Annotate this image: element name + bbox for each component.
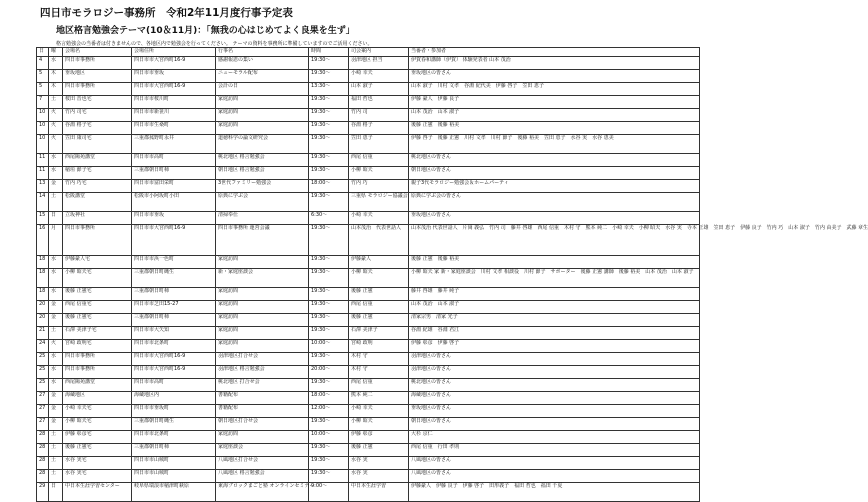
participants-cell: 後藤 正憲 後藤 裕美 (409, 256, 700, 269)
day-cell: 20 (37, 314, 49, 327)
event-cell: 会計の日 (216, 83, 309, 96)
participants-cell: 西尾 信重 行田 孝則 (409, 444, 700, 457)
day-cell: 14 (37, 193, 49, 212)
time-cell: 19:30～ (309, 314, 349, 327)
weekday-cell: 水 (49, 379, 63, 392)
table-row (37, 392, 700, 405)
day-cell: 25 (37, 366, 49, 379)
time-cell: 19:30～ (309, 135, 349, 154)
participants-cell: 八風地区の皆さん (409, 470, 700, 483)
address-cell: 四日市市富田栄町 (132, 180, 216, 193)
address-cell: 四日市市大宮西町16-9 (132, 83, 216, 96)
time-cell: 19:30～ (309, 193, 349, 212)
participants-cell: 八風地区の皆さん (409, 457, 700, 470)
day-cell: 28 (37, 470, 49, 483)
weekday-cell: 火 (49, 340, 63, 353)
venue-cell: 四日市事務所 (63, 57, 132, 70)
time-cell: 19:30～ (309, 154, 349, 167)
venue-cell: 水谷 実宅 (63, 470, 132, 483)
day-cell: 15 (37, 212, 49, 225)
header-venue: 会場名 (63, 48, 132, 57)
day-cell: 18 (37, 256, 49, 269)
weekday-cell: 日 (49, 212, 63, 225)
time-cell: 20:00～ (309, 366, 349, 379)
event-cell: 家庭訪問 (216, 96, 309, 109)
mc-cell: 小柳 昭夫 (349, 167, 409, 180)
venue-cell: 伊藤 彰彦宅 (63, 431, 132, 444)
mc-cell: 伊藤豪人 (349, 256, 409, 269)
mc-cell: 中日本生涯学習 (349, 483, 409, 502)
day-cell: 18 (37, 288, 49, 301)
time-cell: 19:30～ (309, 256, 349, 269)
table-row (37, 457, 700, 470)
event-cell: 桃北地区 打合せ会 (216, 379, 309, 392)
venue-cell: 小柳 昭夫宅 (63, 418, 132, 431)
venue-cell: 竹内 司宅 (63, 109, 132, 122)
event-cell: 四日市事務所 運営会議 (216, 225, 309, 256)
venue-cell: 中日本生涯学習センター (63, 483, 132, 502)
weekday-cell: 月 (49, 225, 63, 256)
participants-cell: 山本 茂治 山本 淑子 (409, 301, 700, 314)
table-row (37, 353, 700, 366)
participants-cell: 伊藤 豪人 伊藤 良子 (409, 96, 700, 109)
weekday-cell: 金 (49, 180, 63, 193)
weekday-cell: 水 (49, 167, 63, 180)
mc-cell: 羽津地区 担当 (349, 57, 409, 70)
day-cell: 11 (37, 154, 49, 167)
time-cell: 19:30～ (309, 353, 349, 366)
address-cell: 四日市市大矢知 (132, 327, 216, 340)
table-row (37, 109, 700, 122)
table-row (37, 212, 700, 225)
weekday-cell: 日 (49, 483, 63, 502)
event-cell: 家庭訪問 (216, 301, 309, 314)
weekday-cell: 木 (49, 83, 63, 96)
table-row (37, 83, 700, 96)
mc-cell: 石澤 美津子 (349, 327, 409, 340)
participants-cell: 垂坂地区の皆さん (409, 405, 700, 418)
weekday-cell: 金 (49, 418, 63, 431)
time-cell: 12:00～ (309, 405, 349, 418)
table-row (37, 327, 700, 340)
address-cell: 四日市市大宮西町16-9 (132, 57, 216, 70)
table-row (37, 483, 700, 502)
event-cell: 八風地区 格言勉強会 (216, 470, 309, 483)
weekday-cell: 火 (49, 109, 63, 122)
address-cell: 四日市市生桑町 (132, 122, 216, 135)
time-cell: 10:00～ (309, 431, 349, 444)
table-row (37, 444, 700, 457)
mc-cell: 宮崎 政明 (349, 340, 409, 353)
day-cell: 27 (37, 405, 49, 418)
mc-cell: 西尾 信重 (349, 301, 409, 314)
weekday-cell: 水 (49, 288, 63, 301)
address-cell: 海蔵地区内 (132, 392, 216, 405)
table-row (37, 301, 700, 314)
table-row (37, 135, 700, 154)
participants-cell: 朝日地区の皆さん (409, 167, 700, 180)
mc-cell: 水谷 実 (349, 457, 409, 470)
event-cell: 八風地区打合せ会 (216, 457, 309, 470)
venue-cell: 立坂神社 (63, 212, 132, 225)
time-cell: 13:30～ (309, 83, 349, 96)
event-cell: 家庭座談会 (216, 444, 309, 457)
event-cell: 書籍配布 (216, 392, 309, 405)
table-row (37, 366, 700, 379)
weekday-cell: 土 (49, 431, 63, 444)
event-cell: 3世代ファミリー勉強会 (216, 180, 309, 193)
address-cell: 四日市市新笹川 (132, 109, 216, 122)
weekday-cell: 木 (49, 70, 63, 83)
day-cell: 28 (37, 444, 49, 457)
venue-cell: 垂坂地区 (63, 70, 132, 83)
event-cell: 清掃奉仕 (216, 212, 309, 225)
day-cell: 24 (37, 340, 49, 353)
mc-cell: 後藤 正憲 (349, 444, 409, 457)
venue-cell: 西尾 信重宅 (63, 301, 132, 314)
day-cell: 10 (37, 109, 49, 122)
venue-cell: 伊藤豪人宅 (63, 256, 132, 269)
venue-cell: 四日市事務所 (63, 366, 132, 379)
venue-cell: 小柳 昭夫宅 (63, 269, 132, 288)
venue-cell: 西尾陽苑講堂 (63, 379, 132, 392)
mc-cell: 水谷 実 (349, 470, 409, 483)
venue-cell: 後藤 正憲宅 (63, 288, 132, 301)
participants-cell: 伊藤豪人 伊藤 良子 伊藤 啓子 田形義子 福田 哲也 福田 千夏 (409, 483, 700, 502)
event-cell: 新・家庭座談会 (216, 269, 309, 288)
weekday-cell: 水 (49, 154, 63, 167)
venue-cell: 海蔵地区 (63, 392, 132, 405)
venue-cell: 四日市事務所 (63, 225, 132, 256)
event-cell: 家庭訪問 (216, 288, 309, 301)
table-row (37, 470, 700, 483)
table-row (37, 122, 700, 135)
venue-cell: 竹内 巧宅 (63, 180, 132, 193)
weekday-cell: 土 (49, 470, 63, 483)
participants-cell: 大杉 京仁 (409, 431, 700, 444)
address-cell: 四日市市大宮西町16-9 (132, 225, 216, 256)
table-row (37, 193, 700, 212)
address-cell: 三重郡朝日町縄生 (132, 418, 216, 431)
table-row (37, 340, 700, 353)
participants-cell: 山本 淑子 川村 文孝 谷淵 紀代美 伊藤 啓子 笠田 恵子 (409, 83, 700, 96)
venue-cell: 石澤 美津子宅 (63, 327, 132, 340)
address-cell: 四日市市桜川町 (132, 96, 216, 109)
address-cell: 岐阜県瑞浪市稲津町萩原 (132, 483, 216, 502)
event-cell: ニューモラル配布 (216, 70, 309, 83)
address-cell: 三重郡朝日町柿 (132, 314, 216, 327)
day-cell: 5 (37, 83, 49, 96)
weekday-cell: 土 (49, 457, 63, 470)
event-cell: 家庭訪問 (216, 314, 309, 327)
header-row (37, 48, 700, 57)
table-row (37, 269, 700, 288)
day-cell: 27 (37, 392, 49, 405)
participants-cell: 垂坂地区の皆さん (409, 212, 700, 225)
event-cell: 家庭訪問 (216, 122, 309, 135)
mc-cell: 西尾 信重 (349, 154, 409, 167)
weekday-cell: 水 (49, 57, 63, 70)
address-cell: 四日市市浜一色町 (132, 256, 216, 269)
table-row (37, 418, 700, 431)
weekday-cell: 火 (49, 122, 63, 135)
participants-cell: 谷淵 紀雄 谷淵 君江 (409, 327, 700, 340)
mc-cell: 伊藤 彰彦 (349, 431, 409, 444)
theme-subtitle: 地区格言勉強会テーマ(10＆11月)：「無我の心はじめてよく良果を生ず」 (56, 26, 355, 36)
venue-cell: 松阪講堂 (63, 193, 132, 212)
day-cell: 5 (37, 70, 49, 83)
venue-cell: 水谷 実宅 (63, 457, 132, 470)
participants-cell: 山本 茂治 山本 淑子 (409, 109, 700, 122)
weekday-cell: 金 (49, 405, 63, 418)
day-cell: 28 (37, 431, 49, 444)
weekday-cell: 水 (49, 256, 63, 269)
address-cell: 四日市市垂坂 (132, 212, 216, 225)
participants-cell: 桃北地区の皆さん (409, 154, 700, 167)
venue-cell: 宮崎 政明宅 (63, 340, 132, 353)
time-cell: 19:30～ (309, 418, 349, 431)
weekday-cell: 水 (49, 353, 63, 366)
participants-cell: 垂坂地区の皆さん (409, 70, 700, 83)
mc-cell: 西尾 信重 (349, 379, 409, 392)
mc-cell: 竹内 司 (349, 109, 409, 122)
table-row (37, 379, 700, 392)
mc-cell: 小崎 幸夫 (349, 405, 409, 418)
weekday-cell: 土 (49, 327, 63, 340)
table-row (37, 154, 700, 167)
event-cell: 家庭訪問 (216, 431, 309, 444)
event-cell: 桃北地区 格言勉強会 (216, 154, 309, 167)
participants-cell: 親子3代モラロジー勉強会＆ホームパーティ (409, 180, 700, 193)
address-cell: 四日市市大宮西町16-9 (132, 353, 216, 366)
mc-cell: 谷淵 格子 (349, 122, 409, 135)
day-cell: 21 (37, 327, 49, 340)
address-cell: 四日市市大宮西町16-9 (132, 366, 216, 379)
day-cell: 10 (37, 122, 49, 135)
address-cell: 四日市市高町 (132, 379, 216, 392)
address-cell: 四日市市垂坂町 (132, 405, 216, 418)
day-cell: 28 (37, 457, 49, 470)
day-cell: 4 (37, 57, 49, 70)
time-cell: 19:30～ (309, 327, 349, 340)
event-cell: 家庭訪問 (216, 327, 309, 340)
address-cell: 四日市市北条町 (132, 340, 216, 353)
event-cell: 書籍配布 (216, 405, 309, 418)
participants-cell: 小柳 昭夫 家 新・家庭座談会 川村 文孝 相談役 川村 節子 サポーター 後藤 正憲 講師 後藤 裕美 山本 茂治 山本 淑子 (409, 269, 700, 288)
mc-cell: 小柳 昭夫 (349, 418, 409, 431)
participants-cell: 桃北地区の皆さん (409, 379, 700, 392)
participants-cell: 羽津地区の皆さん (409, 353, 700, 366)
address-cell: 三重郡菰野町永井 (132, 135, 216, 154)
participants-cell: 山本茂治 代表世話人 片岡 義弘 竹内 司 藤井 啓雄 西尾 信重 木村 守 熊本 純二 小崎 幸夫 小柳 昭夫 水谷 実 寺本 正雄 笠田 恵子 伊藤 良子 竹内 巧 山本 淑子 竹内 由美子 武藤 章生 (409, 225, 700, 256)
header-mc: 司会案内 (349, 48, 409, 57)
address-cell: 四日市市垂坂 (132, 70, 216, 83)
mc-cell: 小柳 昭夫 (349, 269, 409, 288)
time-cell: 6:30～ (309, 212, 349, 225)
mc-cell: 小崎 幸夫 (349, 212, 409, 225)
mc-cell: 後藤 正憲 (349, 288, 409, 301)
address-cell: 四日市市芝田15-27 (132, 301, 216, 314)
weekday-cell: 金 (49, 301, 63, 314)
time-cell: 19:30～ (309, 301, 349, 314)
time-cell: 19:30～ (309, 167, 349, 180)
event-cell: 羽津地区 格言勉強会 (216, 366, 309, 379)
mc-cell: 三重県 モラロジー協議会 (349, 193, 409, 212)
participants-cell: 原典に学ぶ会の皆さん (409, 193, 700, 212)
weekday-cell: 金 (49, 314, 63, 327)
table-row (37, 180, 700, 193)
day-cell: 10 (37, 135, 49, 154)
address-cell: 三重郡朝日町柿 (132, 444, 216, 457)
day-cell: 27 (37, 418, 49, 431)
venue-cell: 稲垣 節子宅 (63, 167, 132, 180)
mc-cell: 木村 守 (349, 366, 409, 379)
day-cell: 25 (37, 353, 49, 366)
mc-cell: 木村 守 (349, 353, 409, 366)
time-cell: 19:30～ (309, 470, 349, 483)
venue-cell: 後藤 正憲宅 (63, 444, 132, 457)
weekday-cell: 土 (49, 96, 63, 109)
weekday-cell: 水 (49, 366, 63, 379)
weekday-cell: 金 (49, 392, 63, 405)
time-cell: 18:00～ (309, 180, 349, 193)
mc-cell: 福田 哲也 (349, 96, 409, 109)
weekday-cell: 水 (49, 269, 63, 288)
mc-cell: 山本茂治 代表世話人 (349, 225, 409, 256)
header-time: 時間 (309, 48, 349, 57)
event-cell: 羽津地区打合せ会 (216, 353, 309, 366)
header-address: 会場住所 (132, 48, 216, 57)
day-cell: 16 (37, 225, 49, 256)
time-cell: 19:30～ (309, 57, 349, 70)
address-cell: 四日市市山城町 (132, 470, 216, 483)
day-cell: 13 (37, 180, 49, 193)
time-cell: 18:00～ (309, 392, 349, 405)
participants-cell: 後藤 正憲 後藤 裕美 (409, 122, 700, 135)
event-cell: 朝日地区 格言勉強会 (216, 167, 309, 180)
event-cell: 家庭訪問 (216, 340, 309, 353)
event-cell: 感謝報恩の集い (216, 57, 309, 70)
note-text: 格言勉強会の当番者は付きませんので、各地区内で勉強会を行ってください。 テーマの資料を事務所に準備していますのでご活用ください。 (56, 41, 373, 47)
table-row (37, 225, 700, 256)
event-cell: 道徳科学の論文研究会 (216, 135, 309, 154)
participants-cell: 伊賀春和講師（伊賀） 体験発表者 山本 茂治 (409, 57, 700, 70)
address-cell: 三重郡朝日町柿 (132, 288, 216, 301)
weekday-cell: 火 (49, 135, 63, 154)
table-row (37, 70, 700, 83)
day-cell: 20 (37, 301, 49, 314)
time-cell: 19:30～ (309, 122, 349, 135)
venue-cell: 笠田 康司宅 (63, 135, 132, 154)
mc-cell: 竹内 巧 (349, 180, 409, 193)
event-cell: 東海ブロックまごと塾 オンラインセミナー (216, 483, 309, 502)
venue-cell: 四日市事務所 (63, 353, 132, 366)
event-cell: 朝日地区打合せ会 (216, 418, 309, 431)
mc-cell: 小崎 幸夫 (349, 70, 409, 83)
venue-cell: 後藤 正憲宅 (63, 314, 132, 327)
mc-cell: 山本 淑子 (349, 83, 409, 96)
day-cell: 25 (37, 379, 49, 392)
venue-cell: 小崎 幸夫宅 (63, 405, 132, 418)
header-day: 日 (37, 48, 49, 57)
participants-cell: 清家宗男 清家 光子 (409, 314, 700, 327)
venue-cell: 西尾陽苑講堂 (63, 154, 132, 167)
day-cell: 11 (37, 167, 49, 180)
venue-cell: 桜田 晋也宅 (63, 96, 132, 109)
address-cell: 松阪市小阿坂町小田 (132, 193, 216, 212)
event-cell: 家庭訪問 (216, 109, 309, 122)
participants-cell: 海蔵地区の皆さん (409, 392, 700, 405)
day-cell: 29 (37, 483, 49, 502)
table-row (37, 256, 700, 269)
table-row (37, 288, 700, 301)
page-title: 四日市モラロジー事務所 令和2年11月度行事予定表 (40, 7, 293, 19)
header-participants: 当番者・参加者 (409, 48, 700, 57)
address-cell: 四日市市山城町 (132, 457, 216, 470)
table-row (37, 431, 700, 444)
address-cell: 四日市市高町 (132, 154, 216, 167)
time-cell: 19:30～ (309, 269, 349, 288)
header-weekday: 曜 (49, 48, 63, 57)
time-cell: 9:00～ (309, 483, 349, 502)
participants-cell: 羽津地区の皆さん (409, 366, 700, 379)
day-cell: 18 (37, 269, 49, 288)
mc-cell: 後藤 正憲 (349, 314, 409, 327)
time-cell: 19:30～ (309, 70, 349, 83)
time-cell: 19:30～ (309, 288, 349, 301)
mc-cell: 熊本 純二 (349, 392, 409, 405)
time-cell: 10:00～ (309, 340, 349, 353)
table-row (37, 405, 700, 418)
time-cell: 19:30～ (309, 96, 349, 109)
participants-cell: 藤井 啓雄 藤井 純子 (409, 288, 700, 301)
table-row (37, 314, 700, 327)
address-cell: 三重郡朝日町柿 (132, 167, 216, 180)
time-cell: 19:30～ (309, 379, 349, 392)
event-cell: 原典に学ぶ会 (216, 193, 309, 212)
table-row (37, 57, 700, 70)
address-cell: 四日市市北条町 (132, 431, 216, 444)
schedule-table (36, 47, 868, 502)
event-cell: 家庭訪問 (216, 256, 309, 269)
header-event: 行事名 (216, 48, 309, 57)
participants-cell: 朝日地区の皆さん (409, 418, 700, 431)
time-cell: 19:30～ (309, 444, 349, 457)
time-cell: 19:30～ (309, 457, 349, 470)
mc-cell: 笠田 恵子 (349, 135, 409, 154)
time-cell: 19:30～ (309, 109, 349, 122)
table-row (37, 167, 700, 180)
venue-cell: 谷淵 格子宅 (63, 122, 132, 135)
time-cell: 19:30～ (309, 225, 349, 256)
weekday-cell: 土 (49, 444, 63, 457)
weekday-cell: 土 (49, 193, 63, 212)
participants-cell: 伊藤 啓子 後藤 正憲 川村 文孝 川村 節子 後藤 裕美 笠田 恵子 水谷 実 水谷 恵美 (409, 135, 700, 154)
venue-cell: 四日市事務所 (63, 83, 132, 96)
participants-cell: 伊藤 彰彦 伊藤 啓子 (409, 340, 700, 353)
table-row (37, 96, 700, 109)
day-cell: 7 (37, 96, 49, 109)
address-cell: 三重郡朝日町縄生 (132, 269, 216, 288)
